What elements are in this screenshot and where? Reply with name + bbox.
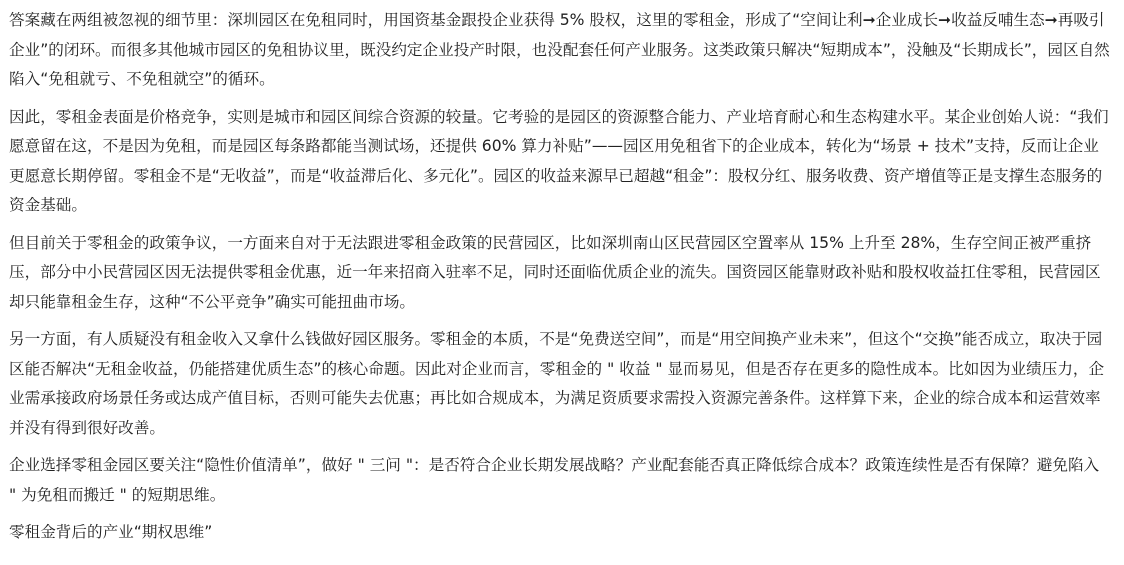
paragraph-5: 企业选择零租金园区要关注“隐性价值清单”，做好 " 三问 "：是否符合企业长期发展战略？产业配套能否真正降低综合成本？政策连续性是否有保障？避免陷入 " 为免租而搬迁 " 的短期思维。 <box>9 456 1100 504</box>
paragraph-4: 另一方面，有人质疑没有租金收入又拿什么钱做好园区服务。零租金的本质，不是“免费送空间”，而是“用空间换产业未来”，但这个“交换”能否成立，取决于园区能否解决“无租金收益，仍能搭建优质生态”的核心命题。因此对企业而言，零租金的 " 收益 " 显而易见，但是否存在更多的隐性成本。比如因为业绩压力，企业需承接政府场景任务或达成产值目标，否则可能失去优惠；再比如合规成本，为满足资质要求需投入资源完善条件。这样算下来，企业的综合成本和运营效率并没有得到很好改善。 <box>9 330 1105 437</box>
paragraph-3: 但目前关于零租金的政策争议，一方面来自对于无法跟进零租金政策的民营园区，比如深圳南山区民营园区空置率从 15% 上升至 28%，生存空间正被严重挤压，部分中小民营园区因无法提供零租金优惠，近一年来招商入驻率不足，同时还面临优质企业的流失。国资园区能靠财政补贴和股权收益扛住零租，民营园区却只能靠租金生存，这种“不公平竞争”确实可能扭曲市场。 <box>9 233 1101 311</box>
paragraph-2: 因此，零租金表面是价格竞争，实则是城市和园区间综合资源的较量。它考验的是园区的资源整合能力、产业培育耐心和生态构建水平。某企业创始人说：“我们愿意留在这，不是因为免租，而是园区每条路都能当测试场，还提供 60% 算力补贴”——园区用免租省下的企业成本，转化为“场景 + 技术”支持，反而让企业更愿意长期停留。零租金不是“无收益”，而是“收益滞后化、多元化”。园区的收益来源早已超越“租金”：股权分红、服务收费、资产增值等正是支撑生态服务的资金基础。 <box>9 107 1109 214</box>
section-heading: 零租金背后的产业“期权思维” <box>9 523 213 541</box>
paragraph-1: 答案藏在两组被忽视的细节里：深圳园区在免租同时，用国资基金跟投企业获得 5% 股权，这里的零租金，形成了“空间让利➞企业成长➞收益反哺生态➞再吸引企业”的闭环。而很多其他城市园区的免租协议里，既没约定企业投产时限，也没配套任何产业服务。这类政策只解决“短期成本”，没触及“长期成长”，园区自然陷入“免租就亏、不免租就空”的循环。 <box>9 11 1110 88</box>
